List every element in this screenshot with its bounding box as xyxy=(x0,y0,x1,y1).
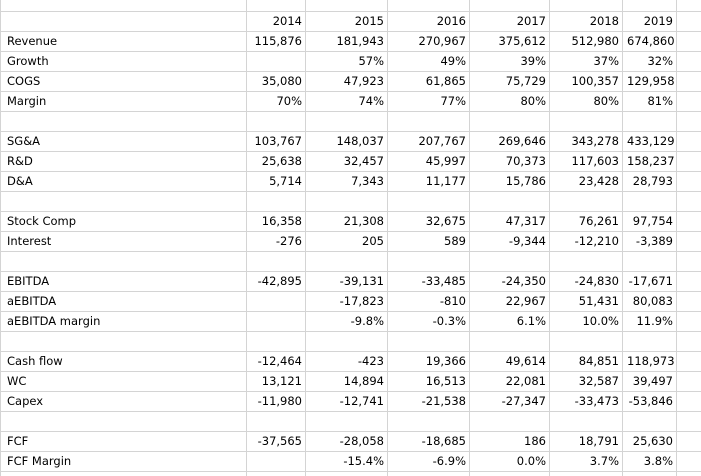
value-cell[interactable] xyxy=(550,192,623,212)
value-cell[interactable]: 39,497 xyxy=(623,372,677,392)
table-row xyxy=(1,432,701,452)
value-cell[interactable]: -6.9% xyxy=(388,452,470,472)
value-cell[interactable]: 25,638 xyxy=(247,152,306,172)
row-label-cell[interactable] xyxy=(1,332,247,352)
value-cell[interactable] xyxy=(247,252,306,272)
value-cell[interactable]: 39% xyxy=(470,52,550,72)
value-cell[interactable]: -37,565 xyxy=(247,432,306,452)
value-cell[interactable]: 2017 xyxy=(470,12,550,32)
value-cell[interactable]: 2016 xyxy=(388,12,470,32)
value-cell[interactable]: 19,366 xyxy=(388,352,470,372)
value-cell[interactable] xyxy=(306,412,388,432)
table-row xyxy=(1,272,701,292)
value-cell[interactable]: 22,081 xyxy=(470,372,550,392)
row-label-cell[interactable] xyxy=(1,252,247,272)
table-row xyxy=(1,312,701,332)
value-cell[interactable] xyxy=(550,472,623,476)
value-cell[interactable]: -28,058 xyxy=(306,432,388,452)
value-cell[interactable]: 22,967 xyxy=(470,292,550,312)
row-label-cell[interactable] xyxy=(1,0,247,12)
value-cell[interactable]: 2015 xyxy=(306,12,388,32)
value-cell[interactable]: 100,357 xyxy=(550,72,623,92)
empty-cell[interactable] xyxy=(677,472,701,476)
value-cell[interactable] xyxy=(623,332,677,352)
value-cell[interactable]: -42,895 xyxy=(247,272,306,292)
row-label-cell[interactable]: WC xyxy=(1,372,247,392)
value-cell[interactable]: 76,261 xyxy=(550,212,623,232)
value-cell[interactable]: 512,980 xyxy=(550,32,623,52)
value-cell[interactable]: 80% xyxy=(470,92,550,112)
table-row xyxy=(1,112,701,132)
row-label-cell[interactable]: D&A xyxy=(1,172,247,192)
value-cell[interactable]: -9.8% xyxy=(306,312,388,332)
value-cell[interactable]: 589 xyxy=(388,232,470,252)
value-cell[interactable] xyxy=(470,192,550,212)
empty-cell[interactable] xyxy=(677,52,701,72)
table-row xyxy=(1,12,701,32)
value-cell[interactable]: -33,473 xyxy=(550,392,623,412)
value-cell[interactable]: 6.1% xyxy=(470,312,550,332)
empty-cell[interactable] xyxy=(677,172,701,192)
value-cell[interactable]: -53,846 xyxy=(623,392,677,412)
empty-cell[interactable] xyxy=(677,452,701,472)
value-cell[interactable] xyxy=(306,472,388,476)
row-label-cell[interactable]: FCF xyxy=(1,432,247,452)
value-cell[interactable]: 2018 xyxy=(550,12,623,32)
value-cell[interactable] xyxy=(306,112,388,132)
table-row xyxy=(1,212,701,232)
empty-cell[interactable] xyxy=(677,212,701,232)
row-label-cell[interactable]: SG&A xyxy=(1,132,247,152)
value-cell[interactable]: 81% xyxy=(623,92,677,112)
value-cell[interactable]: -276 xyxy=(247,232,306,252)
value-cell[interactable]: 77% xyxy=(388,92,470,112)
value-cell[interactable]: 148,037 xyxy=(306,132,388,152)
value-cell[interactable]: -12,741 xyxy=(306,392,388,412)
value-cell[interactable]: 80% xyxy=(550,92,623,112)
value-cell[interactable]: 21,308 xyxy=(306,212,388,232)
value-cell[interactable]: 270,967 xyxy=(388,32,470,52)
value-cell[interactable]: 115,876 xyxy=(247,32,306,52)
table-row xyxy=(1,172,701,192)
table-row xyxy=(1,332,701,352)
value-cell[interactable]: 75,729 xyxy=(470,72,550,92)
value-cell[interactable] xyxy=(247,112,306,132)
value-cell[interactable] xyxy=(550,112,623,132)
empty-cell[interactable] xyxy=(677,352,701,372)
value-cell[interactable]: 343,278 xyxy=(550,132,623,152)
value-cell[interactable]: 11.9% xyxy=(623,312,677,332)
value-cell[interactable]: 16,358 xyxy=(247,212,306,232)
value-cell[interactable] xyxy=(247,452,306,472)
empty-cell[interactable] xyxy=(677,72,701,92)
value-cell[interactable]: -423 xyxy=(306,352,388,372)
value-cell[interactable] xyxy=(623,472,677,476)
empty-cell[interactable] xyxy=(677,252,701,272)
table-row xyxy=(1,292,701,312)
empty-cell[interactable] xyxy=(677,412,701,432)
value-cell[interactable]: 13,121 xyxy=(247,372,306,392)
row-label-cell[interactable]: aEBITDA margin xyxy=(1,312,247,332)
value-cell[interactable]: 103,767 xyxy=(247,132,306,152)
value-cell[interactable]: -17,823 xyxy=(306,292,388,312)
value-cell[interactable] xyxy=(247,412,306,432)
row-label-cell[interactable]: Revenue xyxy=(1,32,247,52)
value-cell[interactable]: 97,754 xyxy=(623,212,677,232)
value-cell[interactable]: -18,685 xyxy=(388,432,470,452)
value-cell[interactable]: 118,973 xyxy=(623,352,677,372)
value-cell[interactable]: 0.0% xyxy=(470,452,550,472)
value-cell[interactable] xyxy=(388,192,470,212)
row-label-cell[interactable]: FCF Margin xyxy=(1,452,247,472)
value-cell[interactable] xyxy=(247,292,306,312)
table-row xyxy=(1,352,701,372)
value-cell[interactable]: 61,865 xyxy=(388,72,470,92)
value-cell[interactable] xyxy=(470,252,550,272)
value-cell[interactable]: -17,671 xyxy=(623,272,677,292)
value-cell[interactable]: 207,767 xyxy=(388,132,470,152)
value-cell[interactable]: 70% xyxy=(247,92,306,112)
value-cell[interactable] xyxy=(550,412,623,432)
value-cell[interactable]: -15.4% xyxy=(306,452,388,472)
value-cell[interactable] xyxy=(306,192,388,212)
value-cell[interactable] xyxy=(470,112,550,132)
value-cell[interactable]: -11,980 xyxy=(247,392,306,412)
row-label-cell[interactable] xyxy=(1,112,247,132)
value-cell[interactable]: 16,513 xyxy=(388,372,470,392)
value-cell[interactable] xyxy=(623,112,677,132)
value-cell[interactable]: 70,373 xyxy=(470,152,550,172)
empty-cell[interactable] xyxy=(677,152,701,172)
empty-cell[interactable] xyxy=(677,292,701,312)
value-cell[interactable]: 11,177 xyxy=(388,172,470,192)
empty-cell[interactable] xyxy=(677,312,701,332)
value-cell[interactable] xyxy=(247,312,306,332)
table-row xyxy=(1,192,701,212)
value-cell[interactable]: 49,614 xyxy=(470,352,550,372)
table-row xyxy=(1,412,701,432)
value-cell[interactable]: 433,129 xyxy=(623,132,677,152)
row-label-cell[interactable]: COGS xyxy=(1,72,247,92)
value-cell[interactable]: 35,080 xyxy=(247,72,306,92)
value-cell[interactable]: 32,457 xyxy=(306,152,388,172)
value-cell[interactable] xyxy=(247,472,306,476)
value-cell[interactable]: 181,943 xyxy=(306,32,388,52)
row-label-cell[interactable]: aEBITDA xyxy=(1,292,247,312)
table-row xyxy=(1,452,701,472)
value-cell[interactable]: 57% xyxy=(306,52,388,72)
table-row xyxy=(1,92,701,112)
value-cell[interactable]: 205 xyxy=(306,232,388,252)
value-cell[interactable]: 49% xyxy=(388,52,470,72)
value-cell[interactable]: 10.0% xyxy=(550,312,623,332)
value-cell[interactable]: 80,083 xyxy=(623,292,677,312)
empty-cell[interactable] xyxy=(677,32,701,52)
value-cell[interactable] xyxy=(306,252,388,272)
value-cell[interactable]: 32,675 xyxy=(388,212,470,232)
empty-cell[interactable] xyxy=(677,232,701,252)
row-label-cell[interactable]: Interest xyxy=(1,232,247,252)
value-cell[interactable]: 186 xyxy=(470,432,550,452)
value-cell[interactable] xyxy=(623,192,677,212)
row-label-cell[interactable]: R&D xyxy=(1,152,247,172)
value-cell[interactable]: 158,237 xyxy=(623,152,677,172)
value-cell[interactable]: -3,389 xyxy=(623,232,677,252)
value-cell[interactable]: -27,347 xyxy=(470,392,550,412)
value-cell[interactable]: -0.3% xyxy=(388,312,470,332)
value-cell[interactable]: -24,830 xyxy=(550,272,623,292)
empty-cell[interactable] xyxy=(677,432,701,452)
value-cell[interactable] xyxy=(470,412,550,432)
value-cell[interactable] xyxy=(550,332,623,352)
value-cell[interactable] xyxy=(306,332,388,352)
row-label-cell[interactable] xyxy=(1,412,247,432)
value-cell[interactable] xyxy=(247,332,306,352)
value-cell[interactable] xyxy=(388,332,470,352)
empty-cell[interactable] xyxy=(677,372,701,392)
value-cell[interactable]: 3.8% xyxy=(623,452,677,472)
value-cell[interactable]: 51,431 xyxy=(550,292,623,312)
table-row xyxy=(1,372,701,392)
table-row xyxy=(1,0,701,12)
table-row xyxy=(1,152,701,172)
empty-cell[interactable] xyxy=(677,192,701,212)
empty-cell[interactable] xyxy=(677,92,701,112)
value-cell[interactable]: 7,343 xyxy=(306,172,388,192)
value-cell[interactable]: -33,485 xyxy=(388,272,470,292)
value-cell[interactable]: -810 xyxy=(388,292,470,312)
value-cell[interactable] xyxy=(388,472,470,476)
value-cell[interactable]: -39,131 xyxy=(306,272,388,292)
row-label-cell[interactable]: Stock Comp xyxy=(1,212,247,232)
empty-cell[interactable] xyxy=(677,392,701,412)
value-cell[interactable] xyxy=(388,252,470,272)
value-cell[interactable]: 23,428 xyxy=(550,172,623,192)
table-row xyxy=(1,472,701,476)
table-row xyxy=(1,52,701,72)
value-cell[interactable]: 32% xyxy=(623,52,677,72)
table-row xyxy=(1,392,701,412)
value-cell[interactable] xyxy=(247,0,306,12)
empty-cell[interactable] xyxy=(677,132,701,152)
value-cell[interactable]: 269,646 xyxy=(470,132,550,152)
table-row xyxy=(1,32,701,52)
table-row xyxy=(1,132,701,152)
value-cell[interactable]: -21,538 xyxy=(388,392,470,412)
value-cell[interactable]: 47,317 xyxy=(470,212,550,232)
value-cell[interactable] xyxy=(550,252,623,272)
value-cell[interactable]: 28,793 xyxy=(623,172,677,192)
value-cell[interactable]: 84,851 xyxy=(550,352,623,372)
value-cell[interactable]: 375,612 xyxy=(470,32,550,52)
value-cell[interactable] xyxy=(623,412,677,432)
value-cell[interactable] xyxy=(306,0,388,12)
value-cell[interactable]: 32,587 xyxy=(550,372,623,392)
value-cell[interactable] xyxy=(388,412,470,432)
value-cell[interactable] xyxy=(623,0,677,12)
value-cell[interactable] xyxy=(550,0,623,12)
value-cell[interactable]: 674,860 xyxy=(623,32,677,52)
value-cell[interactable]: 25,630 xyxy=(623,432,677,452)
value-cell[interactable]: 14,894 xyxy=(306,372,388,392)
value-cell[interactable] xyxy=(388,112,470,132)
value-cell[interactable]: 117,603 xyxy=(550,152,623,172)
table-row xyxy=(1,72,701,92)
table-row xyxy=(1,232,701,252)
value-cell[interactable] xyxy=(388,0,470,12)
value-cell[interactable]: -12,210 xyxy=(550,232,623,252)
value-cell[interactable] xyxy=(623,252,677,272)
table-row xyxy=(1,252,701,272)
empty-cell[interactable] xyxy=(677,332,701,352)
value-cell[interactable] xyxy=(470,332,550,352)
value-cell[interactable] xyxy=(247,52,306,72)
empty-cell[interactable] xyxy=(677,0,701,12)
value-cell[interactable]: 37% xyxy=(550,52,623,72)
value-cell[interactable] xyxy=(470,472,550,476)
empty-cell[interactable] xyxy=(677,272,701,292)
value-cell[interactable]: -24,350 xyxy=(470,272,550,292)
value-cell[interactable] xyxy=(470,0,550,12)
value-cell[interactable]: 45,997 xyxy=(388,152,470,172)
value-cell[interactable]: 3.7% xyxy=(550,452,623,472)
row-label-cell[interactable]: EBITDA xyxy=(1,272,247,292)
row-label-cell[interactable]: Capex xyxy=(1,392,247,412)
value-cell[interactable]: 47,923 xyxy=(306,72,388,92)
value-cell[interactable]: 74% xyxy=(306,92,388,112)
value-cell[interactable]: -9,344 xyxy=(470,232,550,252)
row-label-cell[interactable] xyxy=(1,12,247,32)
value-cell[interactable]: 129,958 xyxy=(623,72,677,92)
row-label-cell[interactable] xyxy=(1,192,247,212)
value-cell[interactable]: 2014 xyxy=(247,12,306,32)
value-cell[interactable]: 18,791 xyxy=(550,432,623,452)
value-cell[interactable]: 2019 xyxy=(623,12,677,32)
row-label-cell[interactable]: Cash flow xyxy=(1,352,247,372)
value-cell[interactable]: 5,714 xyxy=(247,172,306,192)
empty-cell[interactable] xyxy=(677,112,701,132)
row-label-cell[interactable]: Growth xyxy=(1,52,247,72)
row-label-cell[interactable] xyxy=(1,472,247,476)
row-label-cell[interactable]: Margin xyxy=(1,92,247,112)
empty-cell[interactable] xyxy=(677,12,701,32)
value-cell[interactable]: 15,786 xyxy=(470,172,550,192)
value-cell[interactable]: -12,464 xyxy=(247,352,306,372)
value-cell[interactable] xyxy=(247,192,306,212)
